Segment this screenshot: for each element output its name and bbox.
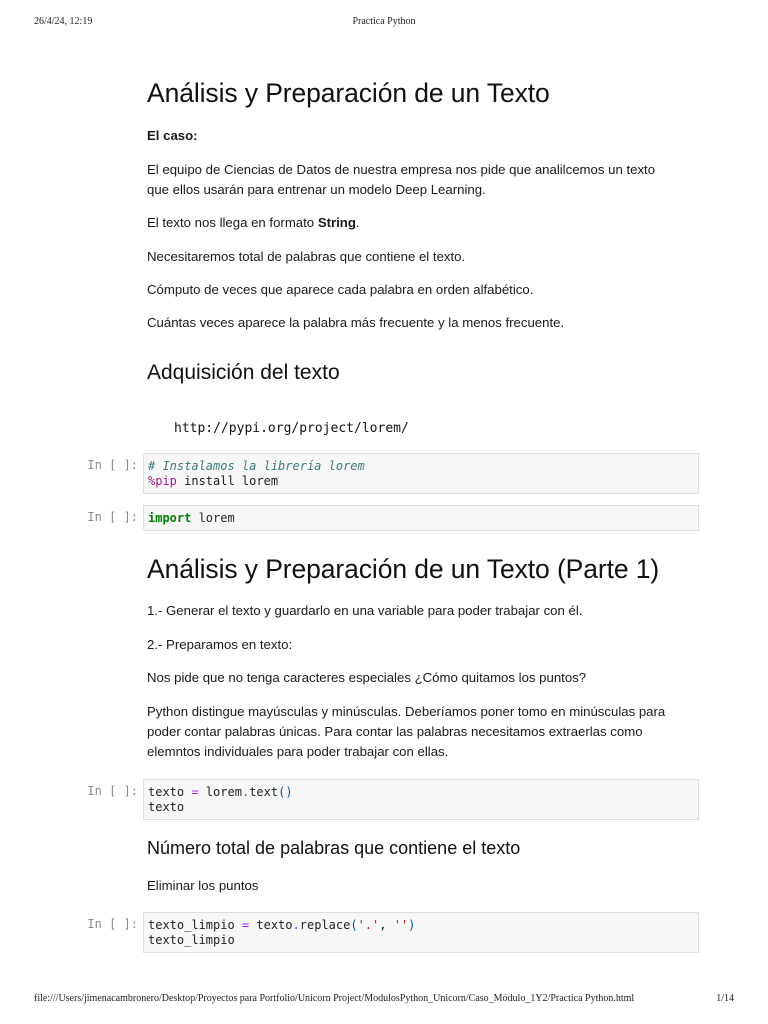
case-label-text: El caso:: [147, 128, 198, 143]
code-text: lorem: [191, 511, 235, 525]
code-text: texto: [148, 785, 192, 799]
code-text: texto_limpio: [148, 918, 242, 932]
code-text: texto: [148, 800, 185, 814]
cell-prompt: In [ ]:: [87, 917, 138, 931]
paragraph-special-chars: Nos pide que no tenga caracteres especiales ¿Cómo quitamos los puntos?: [147, 670, 587, 685]
code-paren: (): [278, 785, 293, 799]
cell-prompt: In [ ]:: [87, 784, 138, 798]
format-period: .: [355, 215, 360, 230]
code-text: install lorem: [176, 474, 279, 488]
print-date: 26/4/24, 12:19: [34, 16, 93, 27]
paragraph-case-handling: Python distingue mayúsculas y minúsculas. Deberíamos poner tomo en minúsculas para poder contar palabras únicas. Para contar las palabras necesitamos extraerlas como elemntos individuales para poder trabajar con ellas.: [147, 704, 666, 759]
code-text: text: [249, 785, 279, 799]
code-keyword: import: [148, 511, 192, 525]
format-text: El texto nos llega en formato: [147, 215, 318, 230]
paragraph-step1: 1.- Generar el texto y guardarlo en una variable para poder trabajar con él.: [147, 603, 583, 618]
paragraph-step2: 2.- Preparamos en texto:: [147, 637, 293, 652]
paragraph-frequency: Cuántas veces aparece la palabra más frecuente y la menos frecuente.: [147, 315, 565, 330]
cell-prompt: In [ ]:: [87, 458, 138, 472]
print-file-path: file:///Users/jimenacambronero/Desktop/Proyectos para Portfolio/Unicorn Project/ModulosPython_Unicorn/Caso_Módulo_1Y2/Practica Python.html: [34, 993, 635, 1004]
code-text: ,: [379, 918, 394, 932]
code-comment: # Instalamos la librería lorem: [148, 459, 365, 473]
code-text: replace: [299, 918, 351, 932]
paragraph-format: [147, 213, 672, 233]
code-string: '.': [357, 918, 380, 932]
paragraph-word-count: Cómputo de veces que aparece cada palabra en orden alfabético.: [147, 282, 534, 297]
print-header: [34, 16, 734, 30]
code-string: '': [393, 918, 409, 932]
code-cell-import[interactable]: [143, 505, 699, 531]
code-cell-clean-text[interactable]: [143, 912, 699, 953]
code-operator: =: [191, 785, 199, 799]
print-footer: [34, 993, 734, 1007]
paragraph-total-words: Necesitaremos total de palabras que contiene el texto.: [147, 249, 466, 264]
code-paren: (: [350, 918, 358, 932]
code-paren: ): [408, 918, 416, 932]
cell-prompt: In [ ]:: [87, 510, 138, 524]
code-text: lorem: [198, 785, 242, 799]
print-title: Practica Python: [352, 16, 416, 27]
code-cell-install[interactable]: [143, 453, 699, 494]
paragraph-remove-dots: Eliminar los puntos: [147, 878, 259, 893]
code-magic: %pip: [148, 474, 177, 488]
case-label: [147, 126, 672, 146]
code-operator: .: [241, 785, 250, 799]
heading-analysis: Análisis y Preparación de un Texto: [147, 78, 550, 108]
paragraph-intro: El equipo de Ciencias de Datos de nuestra empresa nos pide que analilcemos un texto que ellos usarán para entrenar un modelo Deep Learning.: [147, 162, 656, 197]
code-cell-generate-text[interactable]: [143, 779, 699, 820]
lorem-url: http://pypi.org/project/lorem/: [174, 421, 409, 436]
code-operator: .: [292, 918, 300, 932]
print-page-number: 1/14: [716, 993, 734, 1004]
code-text: texto_limpio: [148, 933, 235, 947]
code-text: texto: [249, 918, 293, 932]
heading-analysis-part1: Análisis y Preparación de un Texto (Parte 1): [147, 554, 660, 584]
heading-total-words: Número total de palabras que contiene el texto: [147, 838, 521, 858]
heading-acquisition: Adquisición del texto: [147, 361, 340, 384]
format-bold: String: [317, 215, 356, 230]
code-operator: =: [241, 918, 250, 932]
